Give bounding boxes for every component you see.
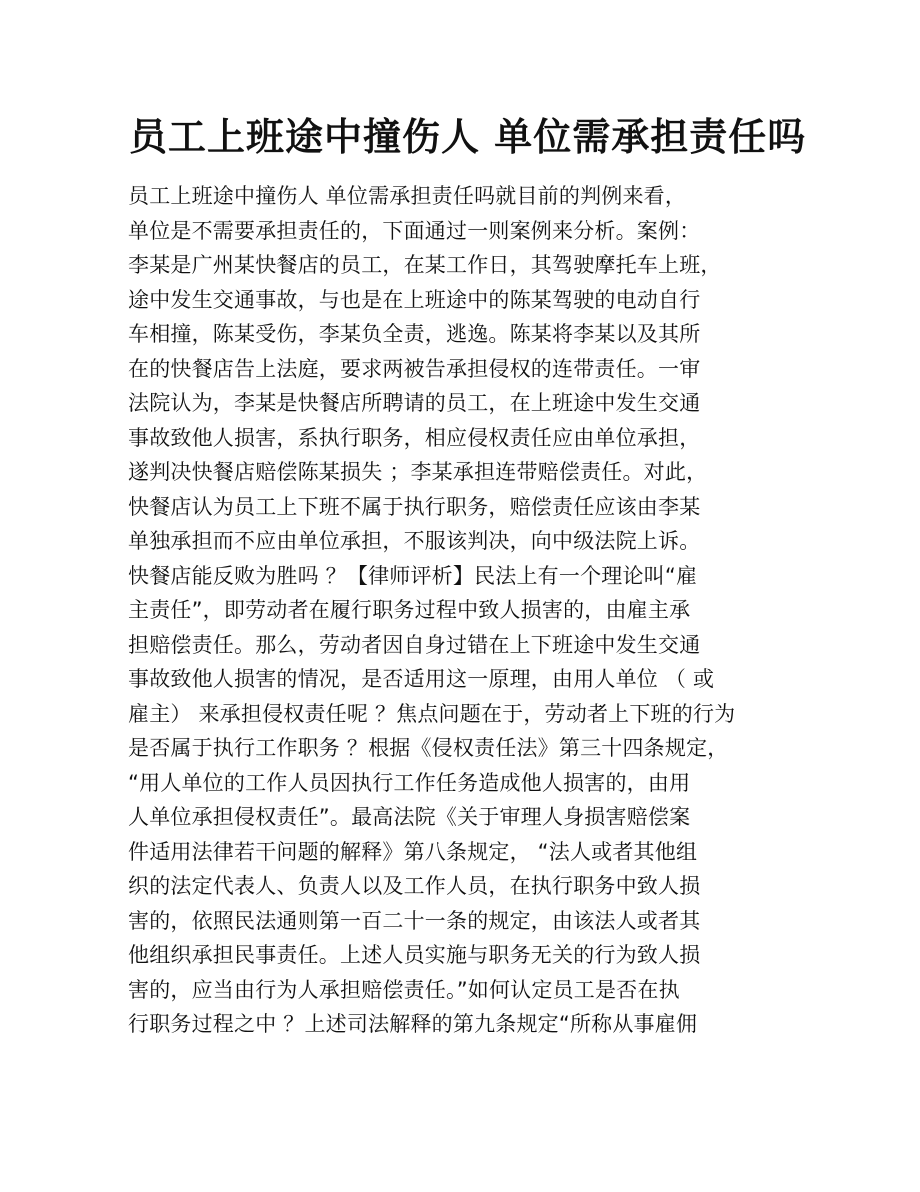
- body-line: 担赔偿责任。那么，劳动者因自身过错在上下班途中发生交通: [128, 632, 701, 657]
- body-line: 雇主） 来承担侵权责任呢 ？焦点问题在于，劳动者上下班的行为: [128, 701, 736, 726]
- document-title: 员工上班途中撞伤人 单位需承担责任吗: [129, 115, 807, 159]
- body-line: 害的，应当由行为人承担赔偿责任。”如何认定员工是否在执: [128, 977, 680, 1002]
- body-line: 单独承担而不应由单位承担，不服该判决，向中级法院上诉。: [128, 529, 701, 553]
- body-line: 是否属于执行工作职务 ？根据《侵权责任法》第三十四条规定，: [128, 736, 729, 760]
- body-line: 事故致他人损害，系执行职务，相应侵权责任应由单位承担，: [128, 425, 701, 450]
- body-line: 害的，依照民法通则第一百二十一条的规定，由该法人或者其: [128, 908, 701, 933]
- body-line: “用人单位的工作人员因执行工作任务造成他人损害的，由用: [128, 770, 691, 795]
- body-line: 在的快餐店告上法庭，要求两被告承担侵权的连带责任。一审: [128, 356, 701, 381]
- body-line: 员工上班途中撞伤人 单位需承担责任吗就目前的判例来看，: [128, 184, 687, 208]
- body-line: 快餐店能反败为胜吗 ？【律师评析】民法上有一个理论叫“雇: [128, 563, 698, 588]
- body-line: 事故致他人损害的情况，是否适用这一原理，由用人单位 （ 或: [128, 667, 715, 691]
- body-line: 主责任”，即劳动者在履行职务过程中致人损害的，由雇主承: [128, 598, 691, 622]
- body-line: 人单位承担侵权责任”。最高法院《关于审理人身损害赔偿案: [128, 805, 691, 829]
- body-line: 织的法定代表人、负责人以及工作人员，在执行职务中致人损: [128, 874, 701, 898]
- body-line: 件适用法律若干问题的解释》第八条规定， “法人或者其他组: [128, 839, 698, 864]
- body-line: 李某是广州某快餐店的员工，在某工作日，其驾驶摩托车上班，: [128, 253, 722, 277]
- document-body: [128, 179, 768, 1042]
- body-line: 途中发生交通事故，与也是在上班途中的陈某驾驶的电动自行: [128, 287, 701, 312]
- body-line: 快餐店认为员工上下班不属于执行职务，赔偿责任应该由李某: [128, 494, 701, 519]
- body-line: 行职务过程之中 ？上述司法解释的第九条规定“所称从事雇佣: [128, 1012, 698, 1036]
- body-line: 他组织承担民事责任。上述人员实施与职务无关的行为致人损: [128, 943, 701, 967]
- body-line: 单位是不需要承担责任的，下面通过一则案例来分析。案例：: [128, 218, 701, 243]
- body-line: 遂判决快餐店赔偿陈某损失 ；李某承担连带赔偿责任。对此，: [128, 460, 708, 484]
- body-line: 法院认为，李某是快餐店所聘请的员工，在上班途中发生交通: [128, 391, 701, 415]
- body-line: 车相撞，陈某受伤，李某负全责，逃逸。陈某将李某以及其所: [128, 322, 701, 346]
